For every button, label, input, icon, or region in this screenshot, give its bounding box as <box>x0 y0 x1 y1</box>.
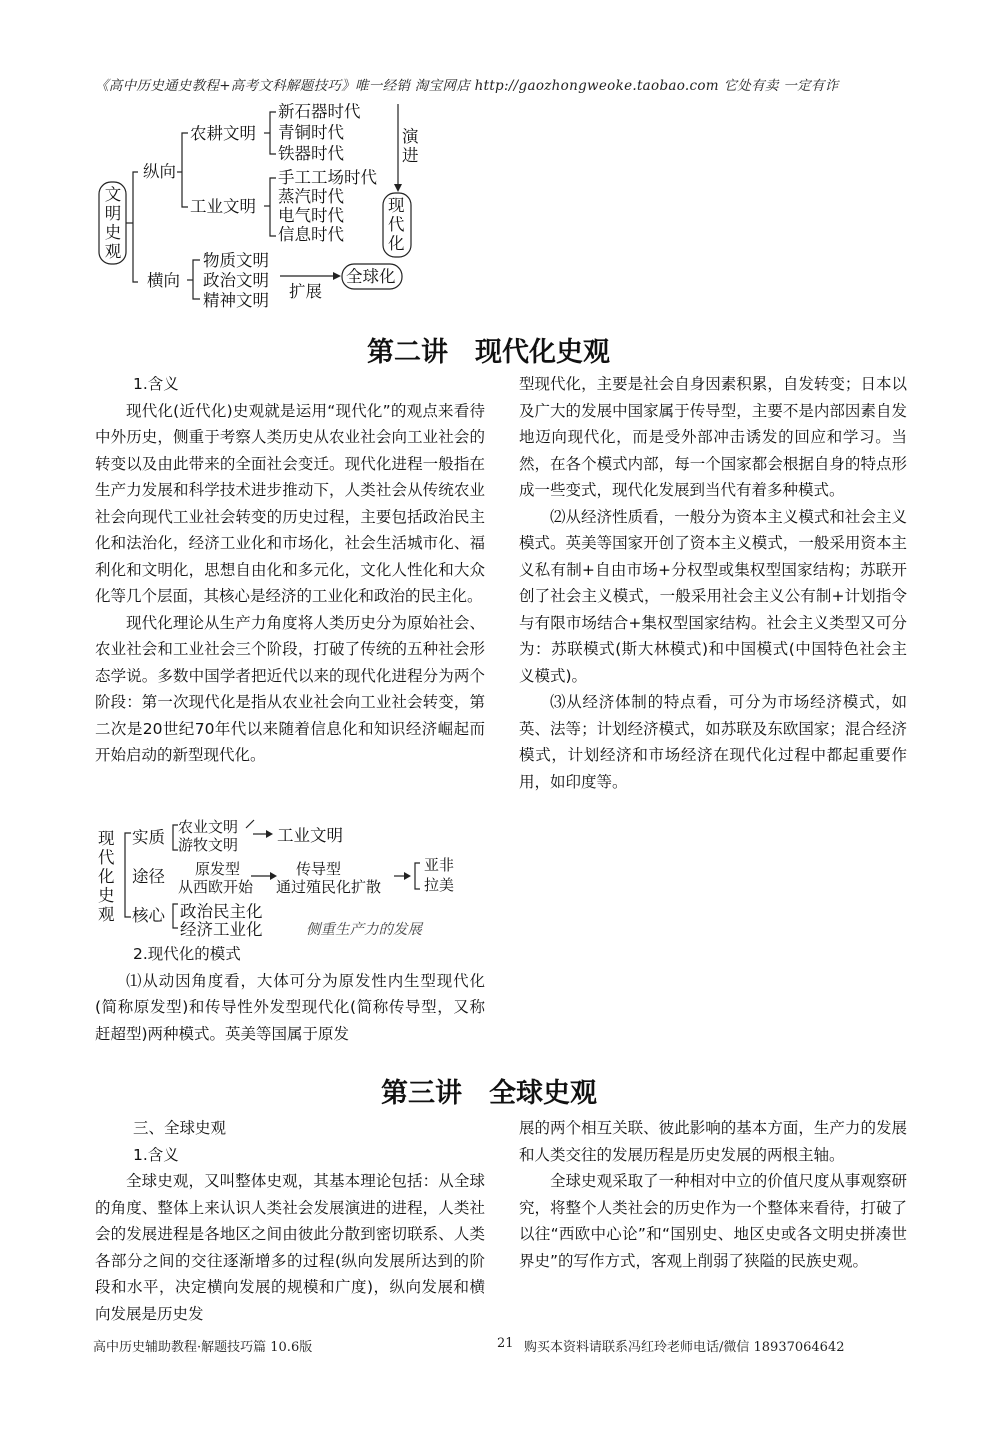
l3-section-head: 三、全球史观 <box>133 1119 227 1137</box>
lecture3-right-column <box>519 1115 907 1274</box>
l2-paragraph: ⑶从经济体制的特点看，可分为市场经济模式，如英、法等；计划经济模式，如苏联及东欧国家；混合经济模式，计划经济和市场经济在现代化过程中都起重要作用，如印度等。 <box>519 693 907 791</box>
d1-root: 文明史观 <box>104 185 122 261</box>
d1-zongxiang: 纵向 <box>143 162 176 181</box>
d2-tujing: 途径 <box>132 867 165 886</box>
d1-era-workshop: 手工工场时代 <box>278 168 377 187</box>
l3-paragraph: 全球史观，又叫整体史观，其基本理论包括：从全球的角度、整体上来认识人类社会发展演进的进程，人类社会的发展进程是各地区之间由彼此分散到密切联系、人类各部分之间的交往逐渐增多的过程(纵向发展所达到的阶段和水平，决定横向发展的规模和广度)，纵向发展和横向发展是历史发 <box>95 1172 485 1323</box>
d1-material: 物质文明 <box>203 251 269 270</box>
d2-lamei: 拉美 <box>424 876 455 894</box>
d2-yuanfa: 原发型 <box>195 860 241 878</box>
lecture3-title: 第三讲 全球史观 <box>381 1078 597 1109</box>
d1-spiritual: 精神文明 <box>203 291 269 310</box>
l3-paragraph: 展的两个相互关联、彼此影响的基本方面，生产力的发展和人类交往的发展历程是历史发展的两根主轴。 <box>519 1119 907 1164</box>
d1-era-info: 信息时代 <box>278 225 344 244</box>
d1-era-iron: 铁器时代 <box>278 144 344 163</box>
d1-nonggeng: 农耕文明 <box>190 124 256 143</box>
lecture2-left-column-after <box>95 941 485 1047</box>
footer-page-number: 21 <box>497 1336 514 1351</box>
d1-era-bronze: 青铜时代 <box>278 123 344 142</box>
footer-left: 高中历史辅助教程·解题技巧篇 10.6版 <box>93 1340 313 1355</box>
l2-subhead-meaning: 1.含义 <box>133 375 179 393</box>
d2-shizhi: 实质 <box>132 828 165 847</box>
l3-subhead-meaning: 1.含义 <box>133 1145 179 1164</box>
d2-nongye: 农业文明 <box>178 818 239 836</box>
d2-youmu: 游牧文明 <box>178 836 239 854</box>
page-header: 《高中历史通史教程+高考文科解题技巧》唯一经销 淘宝网店 http://gaozhongweoke.taobao.com 它处有卖 一定有诈 <box>95 78 839 94</box>
footer-right: 购买本资料请联系冯红玲老师电话/微信 18937064642 <box>524 1340 845 1355</box>
lecture3-left-column <box>95 1115 485 1327</box>
d1-quanqiuhua: 全球化 <box>346 267 396 286</box>
l2-paragraph: 现代化(近代化)史观就是运用“现代化”的观点来看待中外历史，侧重于考察人类历史从农业社会向工业社会的转变以及由此带来的全面社会变迁。现代化进程一般指在生产力发展和科学技术进步推动下，人类社会从传统农业社会向现代工业社会转变的历史过程，主要包括政治民主化和法治化，经济工业化和市场化，社会生活城市化、福利化和文明化，思想自由化和多元化，文化人性化和大众化等几个层面，其核心是经济的工业化和政治的民主化。 <box>95 401 485 605</box>
d1-yanjin: 演进 <box>402 127 419 165</box>
d1-era-electric: 电气时代 <box>278 206 344 225</box>
d2-jingji: 经济工业化 <box>180 920 263 939</box>
d1-kuozhan: 扩展 <box>289 282 322 301</box>
d2-zhengzhi: 政治民主化 <box>180 902 263 921</box>
l2-paragraph: 现代化理论从生产力角度将人类历史分为原始社会、农业社会和工业社会三个阶段，打破了传统的五种社会形态学说。多数中国学者把近代以来的现代化进程分为两个阶段：第一次现代化是指从农业社会向工业社会转变，第二次是20世纪70年代以来随着信息化和知识经济崛起而开始启动的新型现代化。 <box>95 613 485 764</box>
d2-hexin: 核心 <box>132 906 165 925</box>
d2-gongye: 工业文明 <box>277 826 343 845</box>
d2-root: 现代化史观 <box>98 829 115 924</box>
l3-paragraph: 全球史观采取了一种相对中立的价值尺度从事观察研究，将整个人类社会的历史作为一个整体来看待，打破了以往“西欧中心论”和“国别史、地区史或各文明史拼凑世界史”的写作方式，客观上削弱了狭隘的民族史观。 <box>519 1172 907 1270</box>
d1-hengxiang: 横向 <box>147 271 180 290</box>
l2-paragraph: 型现代化，主要是社会自身因素积累，自发转变；日本以及广大的发展中国家属于传导型，主要不是内部因素自发地迈向现代化，而是受外部冲击诱发的回应和学习。当然，在各个模式内部，每一个国家都会根据自身的特点形成一些变式，现代化发展到当代有着多种模式。 <box>519 375 907 499</box>
l2-subhead-modes: 2.现代化的模式 <box>133 945 241 963</box>
d1-xiandaihua: 现代化 <box>388 196 405 253</box>
d1-political: 政治文明 <box>203 271 269 290</box>
l2-paragraph: ⑴从动因角度看，大体可分为原发性内生型现代化(简称原发型)和传导性外发型现代化(简称传导型，又称赶超型)两种模式。英美等国属于原发 <box>95 971 485 1043</box>
lecture2-right-column <box>519 371 907 795</box>
lecture2-title: 第二讲 现代化史观 <box>367 337 610 368</box>
d2-note: 侧重生产力的发展 <box>306 922 422 938</box>
d2-zhimin: 通过殖民化扩散 <box>276 878 382 896</box>
d2-yafei: 亚非 <box>424 856 455 874</box>
d2-chuandao: 传导型 <box>296 860 342 878</box>
d1-era-steam: 蒸汽时代 <box>278 187 344 206</box>
d1-era-neolithic: 新石器时代 <box>278 102 361 121</box>
d1-gongye: 工业文明 <box>190 197 256 216</box>
l2-paragraph: ⑵从经济性质看，一般分为资本主义模式和社会主义模式。英美等国家开创了资本主义模式，一般采用资本主义私有制+自由市场+分权型或集权型国家结构；苏联开创了社会主义模式，一般采用社会主义公有制+计划指令与有限市场结合+集权型国家结构。社会主义类型又可分为：苏联模式(斯大林模式)和中国模式(中国特色社会主义模式)。 <box>519 507 907 685</box>
d2-cong-xiou: 从西欧开始 <box>178 878 254 896</box>
